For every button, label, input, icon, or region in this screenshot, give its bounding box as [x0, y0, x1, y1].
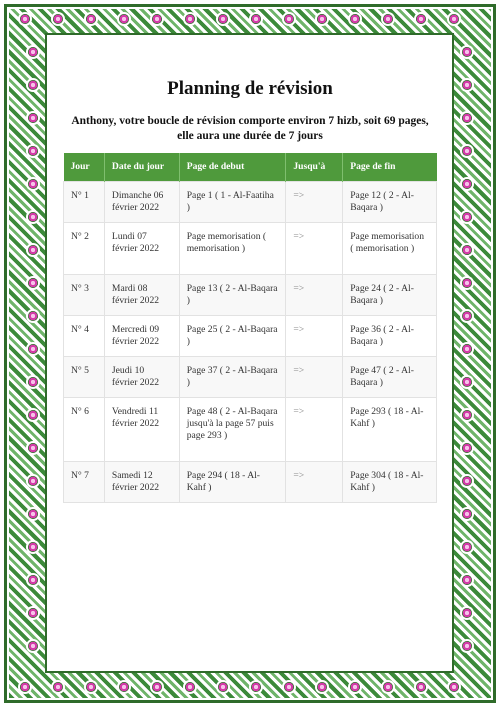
flower-ornament: [416, 14, 426, 24]
flower-ornament: [53, 682, 63, 692]
flower-ornament: [284, 14, 294, 24]
cell-jusqua: =>: [286, 182, 343, 223]
cell-jour: N° 4: [64, 316, 105, 357]
cell-page-fin: Page 12 ( 2 - Al-Baqara ): [343, 182, 437, 223]
cell-page-debut: Page 25 ( 2 - Al-Baqara ): [179, 316, 286, 357]
flower-ornament: [383, 14, 393, 24]
flower-ornament: [462, 476, 472, 486]
flower-ornament: [28, 47, 38, 57]
table-row: [64, 223, 437, 275]
cell-jusqua: =>: [286, 357, 343, 398]
flower-ornament: [462, 608, 472, 618]
flower-ornament: [185, 682, 195, 692]
flower-ornament: [28, 344, 38, 354]
table-row: [64, 182, 437, 223]
header-page-debut: Page de debut: [179, 153, 286, 182]
cell-jusqua: =>: [286, 398, 343, 462]
flower-ornament: [416, 682, 426, 692]
table-header-row: [64, 153, 437, 182]
flower-ornament: [152, 14, 162, 24]
flower-ornament: [86, 14, 96, 24]
cell-page-debut: Page 37 ( 2 - Al-Baqara ): [179, 357, 286, 398]
flower-ornament: [383, 682, 393, 692]
cell-page-fin: Page 24 ( 2 - Al-Baqara ): [343, 275, 437, 316]
flower-ornament: [462, 113, 472, 123]
flower-ornament: [185, 14, 195, 24]
table-row: [64, 398, 437, 462]
flower-ornament: [20, 682, 30, 692]
cell-jusqua: =>: [286, 462, 343, 503]
flower-ornament: [462, 311, 472, 321]
header-page-fin: Page de fin: [343, 153, 437, 182]
header-jour: Jour: [64, 153, 105, 182]
table-row: [64, 275, 437, 316]
cell-page-debut: Page 294 ( 18 - Al-Kahf ): [179, 462, 286, 503]
flower-ornament: [317, 14, 327, 24]
flower-ornament: [462, 344, 472, 354]
cell-page-fin: Page 293 ( 18 - Al-Kahf ): [343, 398, 437, 462]
cell-page-fin: Page memorisation ( memorisation ): [343, 223, 437, 275]
cell-page-fin: Page 304 ( 18 - Al-Kahf ): [343, 462, 437, 503]
flower-ornament: [462, 146, 472, 156]
page-title: Planning de révision: [167, 78, 333, 99]
flower-ornament: [20, 14, 30, 24]
flower-ornament: [462, 80, 472, 90]
cell-date: Dimanche 06 février 2022: [104, 182, 179, 223]
flower-ornament: [86, 682, 96, 692]
flower-ornament: [28, 278, 38, 288]
flower-ornament: [449, 14, 459, 24]
flower-ornament: [28, 311, 38, 321]
cell-page-debut: Page 13 ( 2 - Al-Baqara ): [179, 275, 286, 316]
flower-ornament: [28, 476, 38, 486]
cell-page-debut: Page memorisation ( memorisation ): [179, 223, 286, 275]
flower-ornament: [28, 608, 38, 618]
cell-page-debut: Page 48 ( 2 - Al-Baqara jusqu'à la page 57 puis page 293 ): [179, 398, 286, 462]
cell-jusqua: =>: [286, 275, 343, 316]
cell-jusqua: =>: [286, 316, 343, 357]
cell-page-fin: Page 36 ( 2 - Al-Baqara ): [343, 316, 437, 357]
cell-date: Samedi 12 février 2022: [104, 462, 179, 503]
cell-page-debut: Page 1 ( 1 - Al-Faatiha ): [179, 182, 286, 223]
flower-ornament: [462, 179, 472, 189]
flower-ornament: [28, 575, 38, 585]
document-content: [48, 36, 452, 670]
flower-ornament: [218, 14, 228, 24]
flower-ornament: [462, 278, 472, 288]
flower-ornament: [119, 14, 129, 24]
flower-ornament: [28, 80, 38, 90]
flower-ornament: [218, 682, 228, 692]
cell-jusqua: =>: [286, 223, 343, 275]
table-row: [64, 316, 437, 357]
cell-jour: N° 2: [64, 223, 105, 275]
flower-ornament: [28, 410, 38, 420]
flower-ornament: [284, 682, 294, 692]
flower-ornament: [251, 14, 261, 24]
flower-ornament: [28, 179, 38, 189]
flower-ornament: [119, 682, 129, 692]
flower-ornament: [53, 14, 63, 24]
flower-ornament: [251, 682, 261, 692]
cell-jour: N° 1: [64, 182, 105, 223]
subtitle-line-1: Anthony, votre boucle de révision comporte environ 7 hizb, soit 69 pages,: [71, 115, 429, 127]
flower-ornament: [28, 443, 38, 453]
flower-ornament: [28, 146, 38, 156]
flower-ornament: [462, 443, 472, 453]
header-jusqua: Jusqu'à: [286, 153, 343, 182]
flower-ornament: [462, 509, 472, 519]
table-row: [64, 462, 437, 503]
flower-ornament: [462, 575, 472, 585]
cell-jour: N° 5: [64, 357, 105, 398]
cell-jour: N° 7: [64, 462, 105, 503]
flower-ornament: [28, 212, 38, 222]
header-date: Date du jour: [104, 153, 179, 182]
flower-ornament: [28, 509, 38, 519]
flower-ornament: [462, 641, 472, 651]
page-subtitle: [58, 114, 442, 144]
cell-jour: N° 6: [64, 398, 105, 462]
flower-ornament: [462, 245, 472, 255]
cell-date: Mardi 08 février 2022: [104, 275, 179, 316]
flower-ornament: [28, 377, 38, 387]
table-row: [64, 357, 437, 398]
flower-ornament: [462, 47, 472, 57]
flower-ornament: [462, 542, 472, 552]
flower-ornament: [152, 682, 162, 692]
flower-ornament: [462, 377, 472, 387]
flower-ornament: [28, 641, 38, 651]
subtitle-line-2: elle aura une durée de 7 jours: [177, 130, 323, 142]
flower-ornament: [28, 245, 38, 255]
cell-date: Mercredi 09 février 2022: [104, 316, 179, 357]
cell-jour: N° 3: [64, 275, 105, 316]
flower-ornament: [350, 682, 360, 692]
cell-date: Jeudi 10 février 2022: [104, 357, 179, 398]
cell-page-fin: Page 47 ( 2 - Al-Baqara ): [343, 357, 437, 398]
flower-ornament: [28, 542, 38, 552]
cell-date: Vendredi 11 février 2022: [104, 398, 179, 462]
cell-date: Lundi 07 février 2022: [104, 223, 179, 275]
revision-table: [63, 153, 437, 503]
flower-ornament: [317, 682, 327, 692]
flower-ornament: [449, 682, 459, 692]
flower-ornament: [462, 212, 472, 222]
flower-ornament: [28, 113, 38, 123]
flower-ornament: [462, 410, 472, 420]
flower-ornament: [350, 14, 360, 24]
